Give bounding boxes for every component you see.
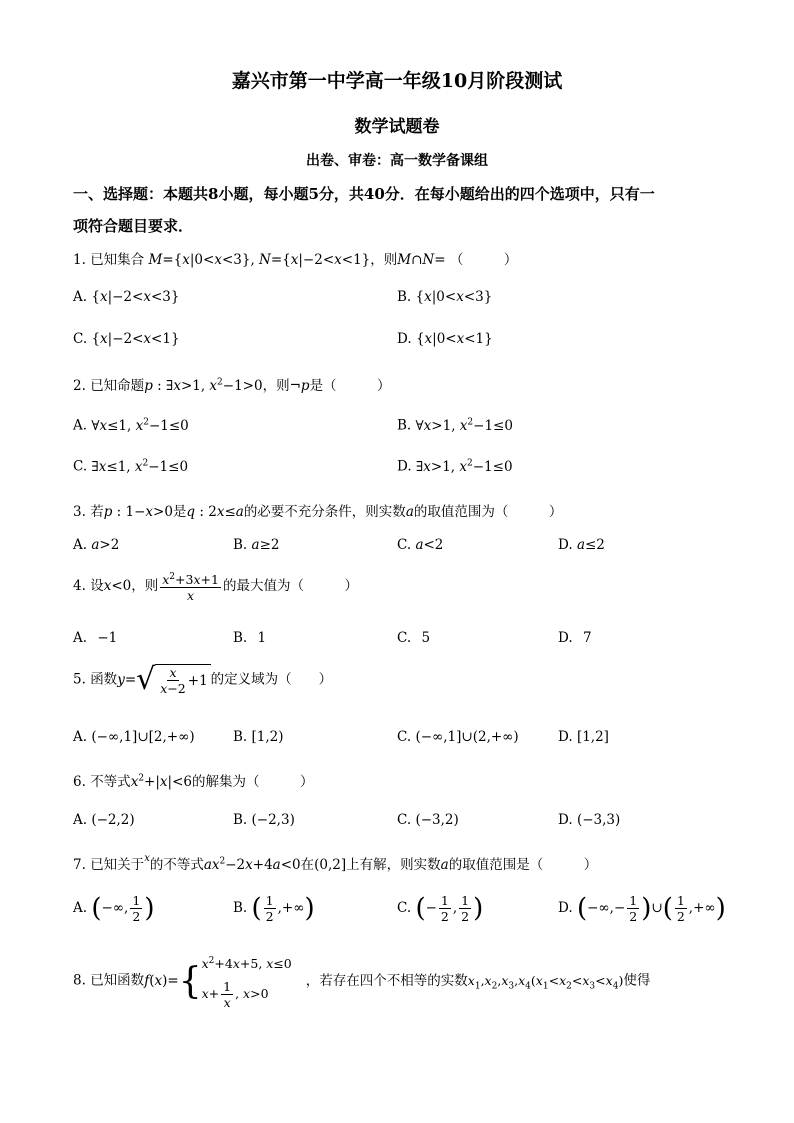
option-a[interactable]: A. (−∞,1]∪[2,+∞): [73, 729, 195, 745]
option-d[interactable]: D. ∃x>1, $x^2-1\le 0$: [397, 458, 513, 475]
question-5: 5. 函数y= √ $\frac{x}{x-2}$ +1 的定义域为（ ）: [73, 662, 333, 697]
question-1: [73, 248, 517, 268]
question-stem-pre: 已知集合: [90, 252, 145, 268]
option-formula: {x|−2<x<1}: [91, 331, 180, 347]
option-formula: {x|0<x<1}: [415, 331, 493, 347]
formula-not-p: ¬p: [289, 378, 310, 394]
page-title: 嘉兴市第一中学高一年级10月阶段测试: [231, 70, 563, 92]
option-formula: (−3,3): [576, 812, 621, 828]
option-c[interactable]: C. ∃x≤1, $x^2-1\le 0$: [73, 458, 189, 475]
option-formula: ∀x≤1, $x^2-1\le 0$: [91, 417, 189, 434]
option-formula: (−∞,1]∪[2,+∞): [91, 729, 195, 745]
option-b[interactable]: B. {x|0<x<3}: [397, 289, 493, 305]
option-a[interactable]: A. ∀x≤1, $x^2-1\le 0$: [73, 417, 189, 434]
formula-reals: $x_1,x_2,x_3,x_4(x_1<x_2<x_3<x_4)$: [467, 972, 624, 992]
option-a[interactable]: A. {x|−2<x<3}: [73, 289, 180, 305]
option-b[interactable]: B. [1,2): [233, 729, 284, 745]
page-subtitle: 数学试题卷: [354, 117, 440, 137]
option-formula: ∀x>1, $x^2-1\le 0$: [415, 417, 513, 434]
option-c[interactable]: C. (−3,2): [397, 812, 459, 828]
option-formula: (−3,2): [415, 812, 459, 828]
option-d[interactable]: D. {x|0<x<1}: [397, 331, 493, 347]
formula-p: p : 1−x>0: [103, 504, 173, 520]
section-instructions-line2: 项符合题目要求．: [73, 217, 194, 235]
question-number: 1.: [73, 252, 86, 268]
option-formula: (−2,2): [91, 812, 135, 828]
option-c[interactable]: C. a<2: [397, 537, 444, 553]
option-d[interactable]: D. (−3,3): [558, 812, 621, 828]
option-formula: {x|0<x<3}: [415, 289, 493, 305]
formula-interval: (0,2]: [314, 857, 347, 873]
option-b[interactable]: B. ∀x>1, $x^2-1\le 0$: [397, 417, 513, 434]
question-8: 8. 已知函数f(x)={ $x^2+4x+5$, x≤0 x+ $\frac{1}{x}$ , x>0 ，若存在四个不相等的实数$x_1,x_2,x_3,x_4(x_1<x_2<x_3<x_4)$使得: [73, 956, 651, 1011]
question-7: 7. 已知关于$^x$的不等式$ax^2-2x+4a<0$在(0,2]上有解，则实数a的取值范围是（ ）: [73, 853, 598, 873]
formula-inequality: $ax^2-2x+4a<0$: [203, 856, 301, 873]
option-d[interactable]: D. (−∞,− $\frac{1}{2}$ )∪( $\frac{1}{2}$ ,+∞): [558, 893, 726, 924]
option-a[interactable]: A. −1: [73, 630, 118, 646]
option-b[interactable]: B. (−2,3): [233, 812, 295, 828]
option-c[interactable]: C. (−∞,1]∪(2,+∞): [397, 729, 519, 745]
option-formula: a<2: [415, 537, 444, 553]
formula-inequality: $x^2+|x|<6$: [130, 773, 192, 790]
option-formula: (− $\frac{1}{2}$ , $\frac{1}{2}$ ): [415, 893, 484, 924]
option-formula: {x|−2<x<3}: [91, 289, 180, 305]
option-d[interactable]: D. a≤2: [558, 537, 605, 553]
option-b[interactable]: B. 1: [233, 630, 267, 646]
formula-a: a: [440, 857, 449, 873]
option-a[interactable]: A. a>2: [73, 537, 120, 553]
option-formula: a≥2: [251, 537, 280, 553]
option-formula: ∃x>1, $x^2-1\le 0$: [415, 458, 513, 475]
option-formula: (−∞,1]∪(2,+∞): [415, 729, 519, 745]
option-d[interactable]: D. 7: [558, 630, 592, 646]
answer-blank: （ ）: [449, 252, 518, 268]
formula-set-m: M={x|0<x<3}, N={x|−2<x<1}: [148, 252, 371, 268]
formula-condition: x<0: [103, 578, 132, 595]
option-formula: [1,2]: [576, 729, 609, 745]
question-6: 6. 不等式$x^2+|x|<6$的解集为（ ）: [73, 773, 314, 790]
formula-a: a: [405, 504, 414, 520]
authors-line: 出卷、审卷：高一数学备课组: [306, 153, 488, 169]
option-c[interactable]: C. (− $\frac{1}{2}$ , $\frac{1}{2}$ ): [397, 893, 484, 924]
option-c[interactable]: C. 5: [397, 630, 431, 646]
section-instructions-line1: 一、选择题：本题共8小题，每小题5分，共40分．在每小题给出的四个选项中，只有一: [73, 185, 655, 203]
option-d[interactable]: D. [1,2]: [558, 729, 609, 745]
formula-intersection: M∩N=: [397, 252, 446, 268]
option-formula: a>2: [91, 537, 120, 553]
option-a[interactable]: A. (−∞, $\frac{1}{2}$ ): [73, 893, 155, 924]
question-stem-post: ，则: [370, 252, 398, 268]
question-4: 4. 设x<0，则 $\frac{x^2+3x+1}{x}$ 的最大值为（ ）: [73, 572, 358, 604]
question-2: 2. 已知命题p : ∃x>1, $x^2-1>0$，则¬p是（ ）: [73, 377, 391, 394]
formula-fraction: $\frac{x^2+3x+1}{x}$: [162, 572, 219, 604]
option-formula: [1,2): [251, 729, 284, 745]
formula-x: x: [144, 853, 150, 864]
formula-piecewise-function: f(x)={ $x^2+4x+5$, x≤0 x+ $\frac{1}{x}$ , x>0: [144, 956, 292, 1011]
option-formula: (−∞, $\frac{1}{2}$ ): [91, 893, 155, 924]
formula-proposition: p : ∃x>1, $x^2-1>0$: [144, 377, 263, 394]
formula-function: y= √ $\frac{x}{x-2}$ +1: [117, 672, 210, 688]
option-formula: (−2,3): [251, 812, 295, 828]
option-formula: ( $\frac{1}{2}$ ,+∞): [251, 893, 315, 924]
option-a[interactable]: A. (−2,2): [73, 812, 135, 828]
option-b[interactable]: B. a≥2: [233, 537, 280, 553]
question-3: 3. 若p : 1−x>0是q : 2x≤a的必要不充分条件，则实数a的取值范围为（ ）: [73, 504, 563, 520]
option-b[interactable]: B. ( $\frac{1}{2}$ ,+∞): [233, 893, 315, 924]
formula-q: q : 2x≤a: [186, 504, 244, 520]
option-formula: (−∞,− $\frac{1}{2}$ )∪( $\frac{1}{2}$ ,+∞): [576, 893, 726, 924]
option-c[interactable]: C. {x|−2<x<1}: [73, 331, 180, 347]
option-formula: ∃x≤1, $x^2-1\le 0$: [91, 458, 189, 475]
option-formula: a≤2: [576, 537, 605, 553]
